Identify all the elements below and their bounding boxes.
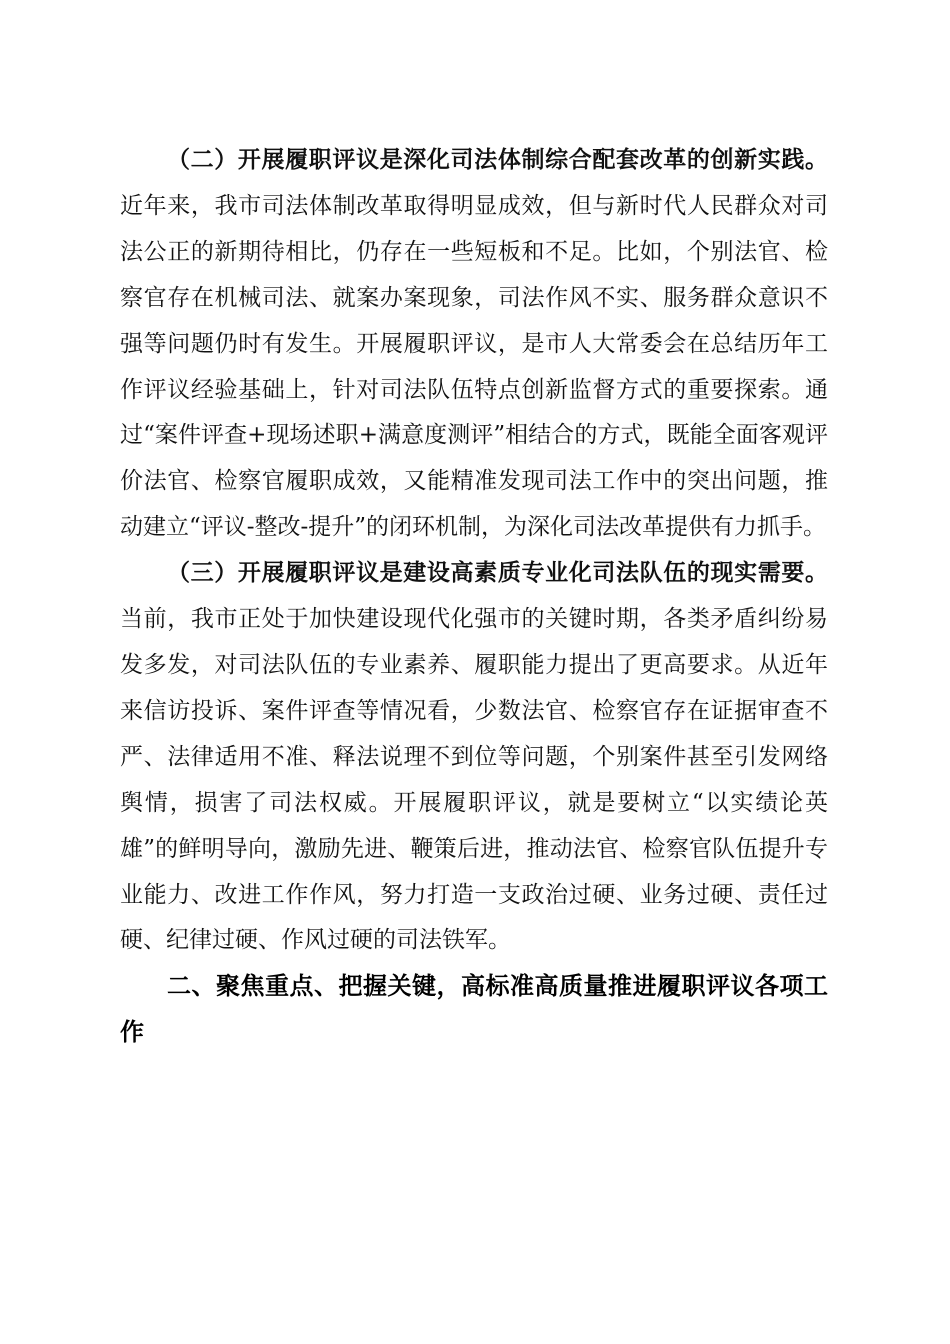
paragraph-3-lead: （三）开展履职评议是建设高素质专业化司法队伍的现实需要。	[167, 560, 828, 587]
paragraph-3	[120, 551, 828, 964]
section-heading-2: 二、聚焦重点、把握关键，高标准高质量推进履职评议各项工作	[120, 972, 828, 1047]
paragraph-2-lead: （二）开展履职评议是深化司法体制综合配套改革的创新实践。	[167, 147, 828, 173]
document-body	[120, 138, 828, 1056]
paragraph-2	[120, 138, 828, 551]
paragraph-2-body: 近年来，我市司法体制改革取得明显成效，但与新时代人民群众对司法公正的新期待相比，仍存在一些短板和不足。比如，个别法官、检察官存在机械司法、就案办案现象，司法作风不实、服务群众意识不强等问题仍时有发生。开展履职评议，是市人大常委会在总结历年工作评议经验基础上，针对司法队伍特点创新监督方式的重要探索。通过“案件评查+现场述职+满意度测评”相结合的方式，既能全面客观评价法官、检察官履职成效，又能精准发现司法工作中的突出问题，推动建立“评议-整改-提升”的闭环机制，为深化司法改革提供有力抓手。	[120, 192, 828, 541]
paragraph-3-body: 当前，我市正处于加快建设现代化强市的关键时期，各类矛盾纠纷易发多发，对司法队伍的专业素养、履职能力提出了更高要求。从近年来信访投诉、案件评查等情况看，少数法官、检察官存在证据审查不严、法律适用不准、释法说理不到位等问题，个别案件甚至引发网络舆情，损害了司法权威。开展履职评议，就是要树立“以实绩论英雄”的鲜明导向，激励先进、鞭策后进，推动法官、检察官队伍提升专业能力、改进工作作风，努力打造一支政治过硬、业务过硬、责任过硬、纪律过硬、作风过硬的司法铁军。	[120, 606, 828, 954]
